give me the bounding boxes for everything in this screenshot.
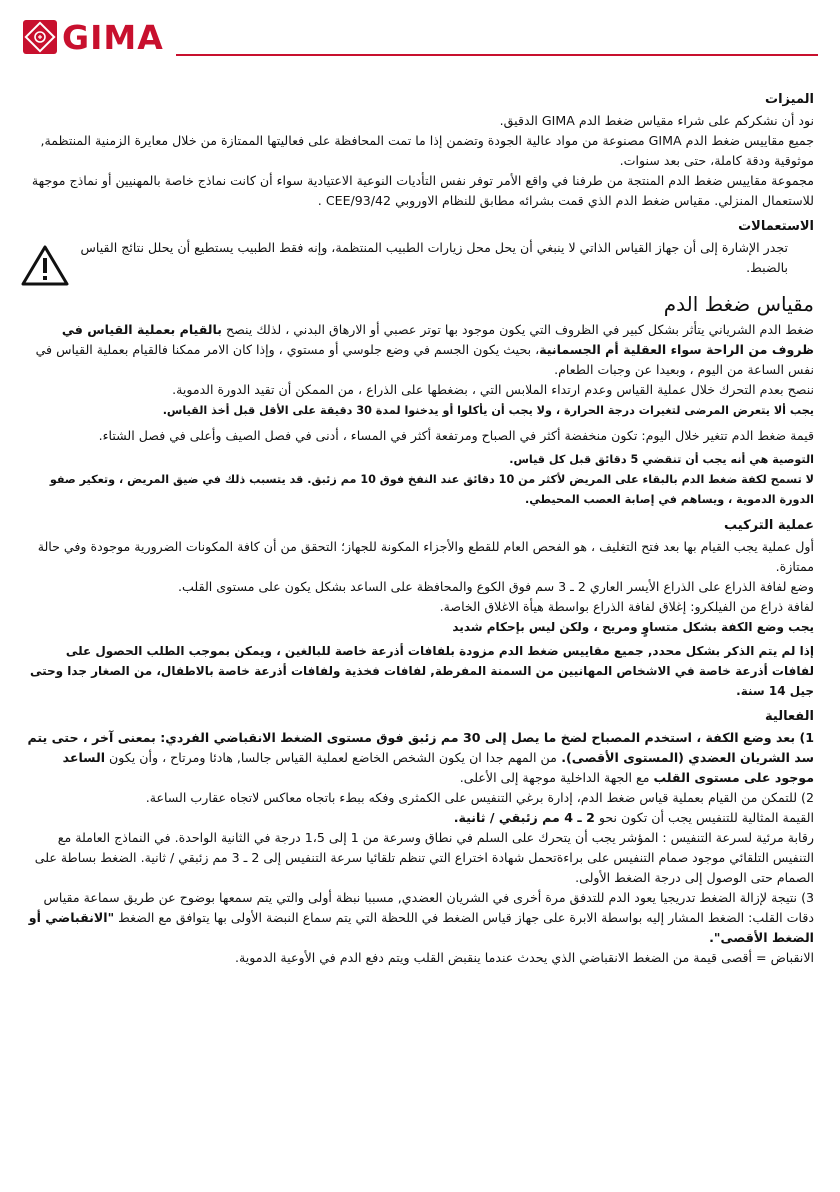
warning-block: [20, 238, 814, 288]
ideal-rate-text: القيمة المثالية للتنفيس يجب أن تكون نحو: [594, 810, 814, 825]
effectiveness-item-2-visual: رقابة مرئية لسرعة التنفيس : المؤشر يجب أن يتحرك على السلم في نطاق وسرعة من 1 إلى 1،5 درجة في الثانية الواحدة. في النماذج العاملة مع التنفيس التلقائي موجود صمام التنفيس على براءةتحمل شهادة اختراع التي تنظم تلقائيا سرعة التنفيس إلى 2 ـ 3 مم زئبقي / ثانية. الضغط بساطة على الصمام حتى الوصول إلى درجة الضغط الأولى.: [34, 830, 814, 885]
bp-para-6: لا تسمح لكفة ضغط الدم بالبقاء على المريض لأكثر من 10 دقائق عند النفخ فوق 10 مم زئبق. قد يتسبب ذلك في ضيق المريض ، وتعكير صفو الدورة الدموية ، ويساهم في إصابة العصب المحيطي.: [49, 473, 814, 506]
warning-icon: [20, 238, 70, 288]
features-para-2: جميع مقاييس ضغط الدم GIMA مصنوعة من مواد عالية الجودة وتضمن إذا ما تمت المحافظة على فعاليتها الممتازة من خلال معايرة الزمنية المنتظمة, موثوقية ودقة كاملة، حتى بعد سنوات.: [40, 133, 814, 168]
installation-heading: عملية التركيب: [724, 518, 814, 533]
features-heading: الميزات: [765, 92, 814, 107]
step-1-emphasis: الساعد موجود على مستوى القلب: [62, 750, 814, 785]
gima-emblem-icon: [22, 19, 58, 55]
bp-para-4: قيمة ضغط الدم تتغير خلال اليوم: تكون منخفضة أكثر في الصباح ومرتفعة أكثر في المساء ، أدنى في فصل الصيف وأعلى في فصل الشتاء.: [98, 428, 814, 443]
effectiveness-item-1: [20, 728, 814, 788]
bp-heading: مقياس ضغط الدم: [663, 292, 814, 316]
step-3-text: 3) نتيجة لإزالة الضغط تدريجيا يعود الدم للتدفق مرة أخرى في الشريان العضدي, مسببا نبظة أولى والتي يتم سمعها بوضوح عن طريق سماعة مقياس دقات القلب: الضغط المشار إليه بواسطة الابرة على جهاز قياس الضغط في اللحظة التي يتم سماع النبضة الأولى بها يتوافق مع الضغط: [43, 890, 814, 925]
features-para-1: نود أن نشكركم على شراء مقياس ضغط الدم GIMA الدقيق.: [499, 113, 814, 128]
installation-para-5: إذا لم يتم الذكر بشكل محدد, جميع مقاييس ضغط الدم مزودة بلفافات أذرعة خاصة للبالغين ، ويمكن بموجب الطلب الحصول على لفافات أذرعة خاصة في الاشخاص المهانيين من السمنة المفرطة, لفافات فخذية ولفافات أذرعة خاصة بالاطفال، من الصغار جدا وحتى جيل 14 سنة.: [29, 644, 814, 698]
bp-para-5: التوصية هي أنه يجب أن تنقضي 5 دقائق قبل كل قياس.: [509, 453, 814, 466]
warning-text: تجدر الإشارة إلى أن جهاز القياس الذاتي لا ينبغي أن يحل محل زيارات الطبيب المنتظمة، وإنه فقط الطبيب يستطيع أن يحلل نتائج القياس بالضبط.: [80, 240, 788, 275]
step-1-rest: مع الجهة الداخلية موجهة إلى الأعلى.: [459, 770, 654, 785]
bp-para-1: [20, 320, 814, 380]
gima-logo: [22, 18, 174, 56]
bp-para-1-emphasis: بالقيام بعملية القياس في ظروف من الراحة سواء العقلية أم الجسمانية: [61, 322, 814, 357]
document-body: [20, 88, 814, 968]
brand-name: GIMA: [62, 17, 164, 57]
effectiveness-item-3-definition: الانقباض = أقصى قيمة من الضغط الانقباضي الذي يحدث عندما ينقبض القلب ويتم دفع الدم في الأوعية الدموية.: [234, 950, 814, 965]
ideal-rate-value: 2 ـ 4 مم زئبقي / ثانية.: [453, 810, 595, 825]
installation-para-4: يجب وضع الكفة بشكل متساوٍ ومريح ، ولكن ليس بإحكام شديد: [452, 620, 814, 634]
installation-para-1: أول عملية يجب القيام بها بعد فتح التغليف ، هو الفحص العام للقطع والأجزاء المكونة للجهاز؛ التحقق من أن كافة المكونات الضرورية موجودة وفي حالة ممتازة.: [37, 539, 814, 574]
step-1-text: 1) بعد وضع الكفة ، استخدم المصباح لضخ ما يصل إلى 30 مم زئبق فوق مستوى الضغط الانقباضي الفردي: بمعنى آخر ، حتى يتم سد الشريان العضدي (المستوى الأقصى).: [27, 730, 814, 765]
installation-para-2: وضع لفافة الذراع على الذراع الأيسر العاري 2 ـ 3 سم فوق الكوع والمحافظة على الساعد بشكل يكون على مستوى القلب.: [178, 579, 814, 594]
features-para-3: مجموعة مقاييس ضغط الدم المنتجة من طرفنا في واقع الأمر توفر نفس التأديات النوعية الاعتيادية سواء أن كانت نماذج خاصة بالمهنيين أو نماذج موجهة للاستعمال المنزلي. مقياس ضغط الدم الذي قمت بشرائه مطابق للنظام الاوروبي 93/42/CEE .: [31, 173, 814, 208]
installation-para-3: لفافة ذراع من الفيلكرو: إغلاق لفافة الذراع بواسطة هيأة الاغلاق الخاصة.: [439, 599, 814, 614]
bp-para-3: يجب ألا يتعرض المرضى لتغيرات درجة الحرارة ، ولا يجب أن يأكلوا أو يدخنوا لمدة 30 دقيقة على الأقل قبل أخذ القياس.: [162, 404, 814, 417]
bp-para-1-text: ضغط الدم الشرياني يتأثر بشكل كبير في الظروف التي يكون موجود بها توتر عصبي أو الارهاق البدني ، لذلك ينصح: [221, 322, 814, 337]
bp-para-2: ننصح بعدم التحرك خلال عملية القياس وعدم ارتداء الملابس التي ، بضغطها على الذراع ، من الممكن أن تقيد الدورة الدموية.: [172, 382, 814, 397]
uses-heading: الاستعمالات: [738, 219, 814, 234]
effectiveness-heading: الفعالية: [765, 709, 814, 724]
effectiveness-item-2: 2) للتمكن من القيام بعملية قياس ضغط الدم، إدارة برغي التنفيس على الكمثرى وفكه ببطء باتجاه معاكس لاتجاه عقارب الساعة.: [145, 790, 814, 805]
step-1-note: من المهم جدا ان يكون الشخص الخاضع لعملية القياس جالسا, هادئا ومرتاح ، وأن يكون: [105, 750, 557, 765]
effectiveness-item-3: [20, 888, 814, 948]
step-3-emphasis: "الانقباضي أو الضغط الأقصى".: [28, 910, 814, 945]
effectiveness-item-2-ideal: [20, 808, 814, 828]
header: [0, 18, 840, 58]
header-rule: [176, 54, 818, 56]
bp-para-1-rest: ، بحيث يكون الجسم في وضع جلوسي أو مستوي ، وإذا كان الامر ممكنا فالقيام بعملية القياس في نفس الساعة من اليوم ، وبعيدا عن وجبات الطعام.: [35, 342, 814, 377]
